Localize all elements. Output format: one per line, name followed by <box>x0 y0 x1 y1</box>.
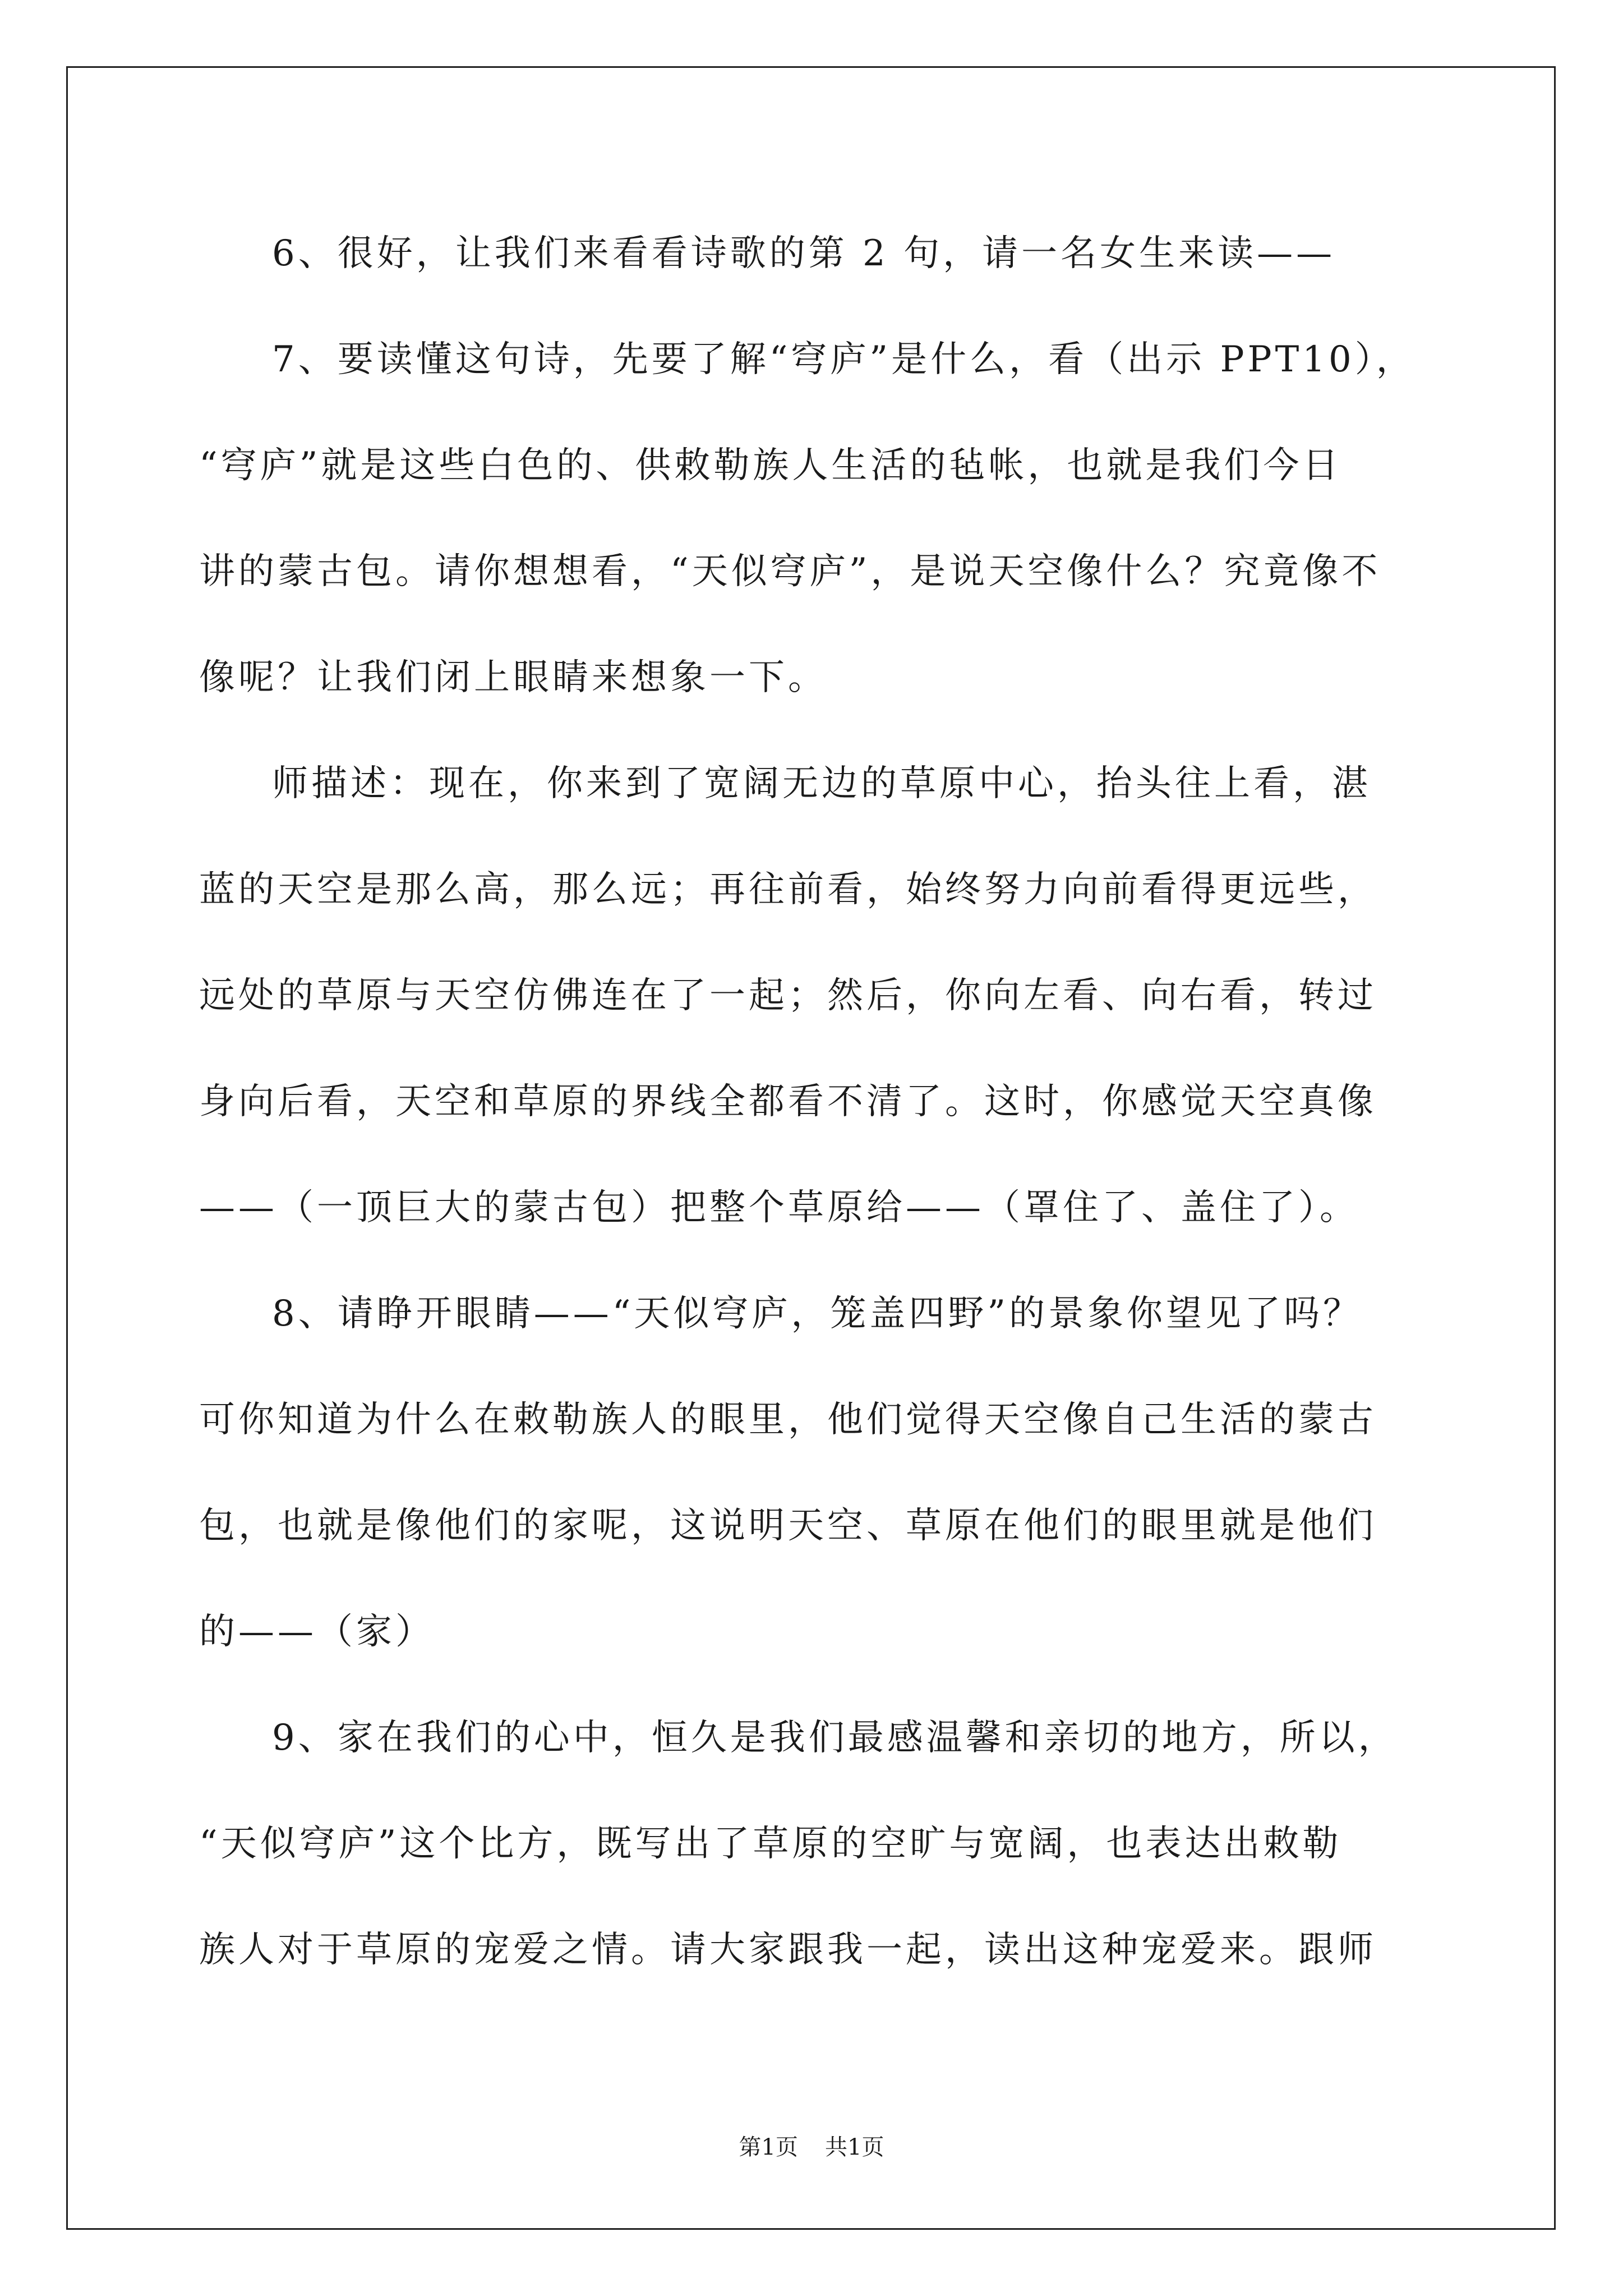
text-line: 6、很好，让我们来看看诗歌的第 2 句，请一名女生来读—— <box>272 233 1336 274</box>
page-number: 第1页 <box>739 2134 798 2160</box>
document-body <box>199 201 1433 2003</box>
text-line: 7、要读懂这句诗，先要了解“穹庐”是什么，看（出示 PPT10）， <box>272 339 1415 380</box>
text-line: 蓝的天空是那么高，那么远；再往前看，始终努力向前看得更远些， <box>199 869 1377 910</box>
text-line: 身向后看，天空和草原的界线全都看不清了。这时，你感觉天空真像 <box>199 1081 1377 1122</box>
text-line: 讲的蒙古包。请你想想看，“天似穹庐”，是说天空像什么？究竟像不 <box>199 551 1381 592</box>
text-line: 9、家在我们的心中，恒久是我们最感温馨和亲切的地方，所以， <box>272 1717 1398 1759</box>
text-line: 族人对于草原的宠爱之情。请大家跟我一起，读出这种宠爱来。跟师 <box>199 1929 1377 1971</box>
text-line: 师描述：现在，你来到了宽阔无边的草原中心，抬头往上看，湛 <box>272 763 1371 804</box>
text-line: 的——（家） <box>199 1611 435 1653</box>
text-line: 远处的草原与天空仿佛连在了一起；然后，你向左看、向右看，转过 <box>199 975 1377 1016</box>
text-line: 像呢？让我们闭上眼睛来想象一下。 <box>199 657 827 698</box>
page-footer <box>0 2131 1623 2164</box>
page-total: 共1页 <box>825 2134 884 2160</box>
text-line: 8、请睁开眼睛——“天似穹庐，笼盖四野”的景象你望见了吗？ <box>272 1293 1363 1335</box>
text-line: 包，也就是像他们的家呢，这说明天空、草原在他们的眼里就是他们 <box>199 1505 1377 1547</box>
text-line: “穹庐”就是这些白色的、供敕勒族人生活的毡帐，也就是我们今日 <box>199 445 1342 486</box>
text-line: ——（一顶巨大的蒙古包）把整个草原给——（罩住了、盖住了）。 <box>199 1187 1359 1228</box>
text-line: “天似穹庐”这个比方，既写出了草原的空旷与宽阔，也表达出敕勒 <box>199 1823 1342 1865</box>
text-line: 可你知道为什么在敕勒族人的眼里，他们觉得天空像自己生活的蒙古 <box>199 1399 1377 1441</box>
